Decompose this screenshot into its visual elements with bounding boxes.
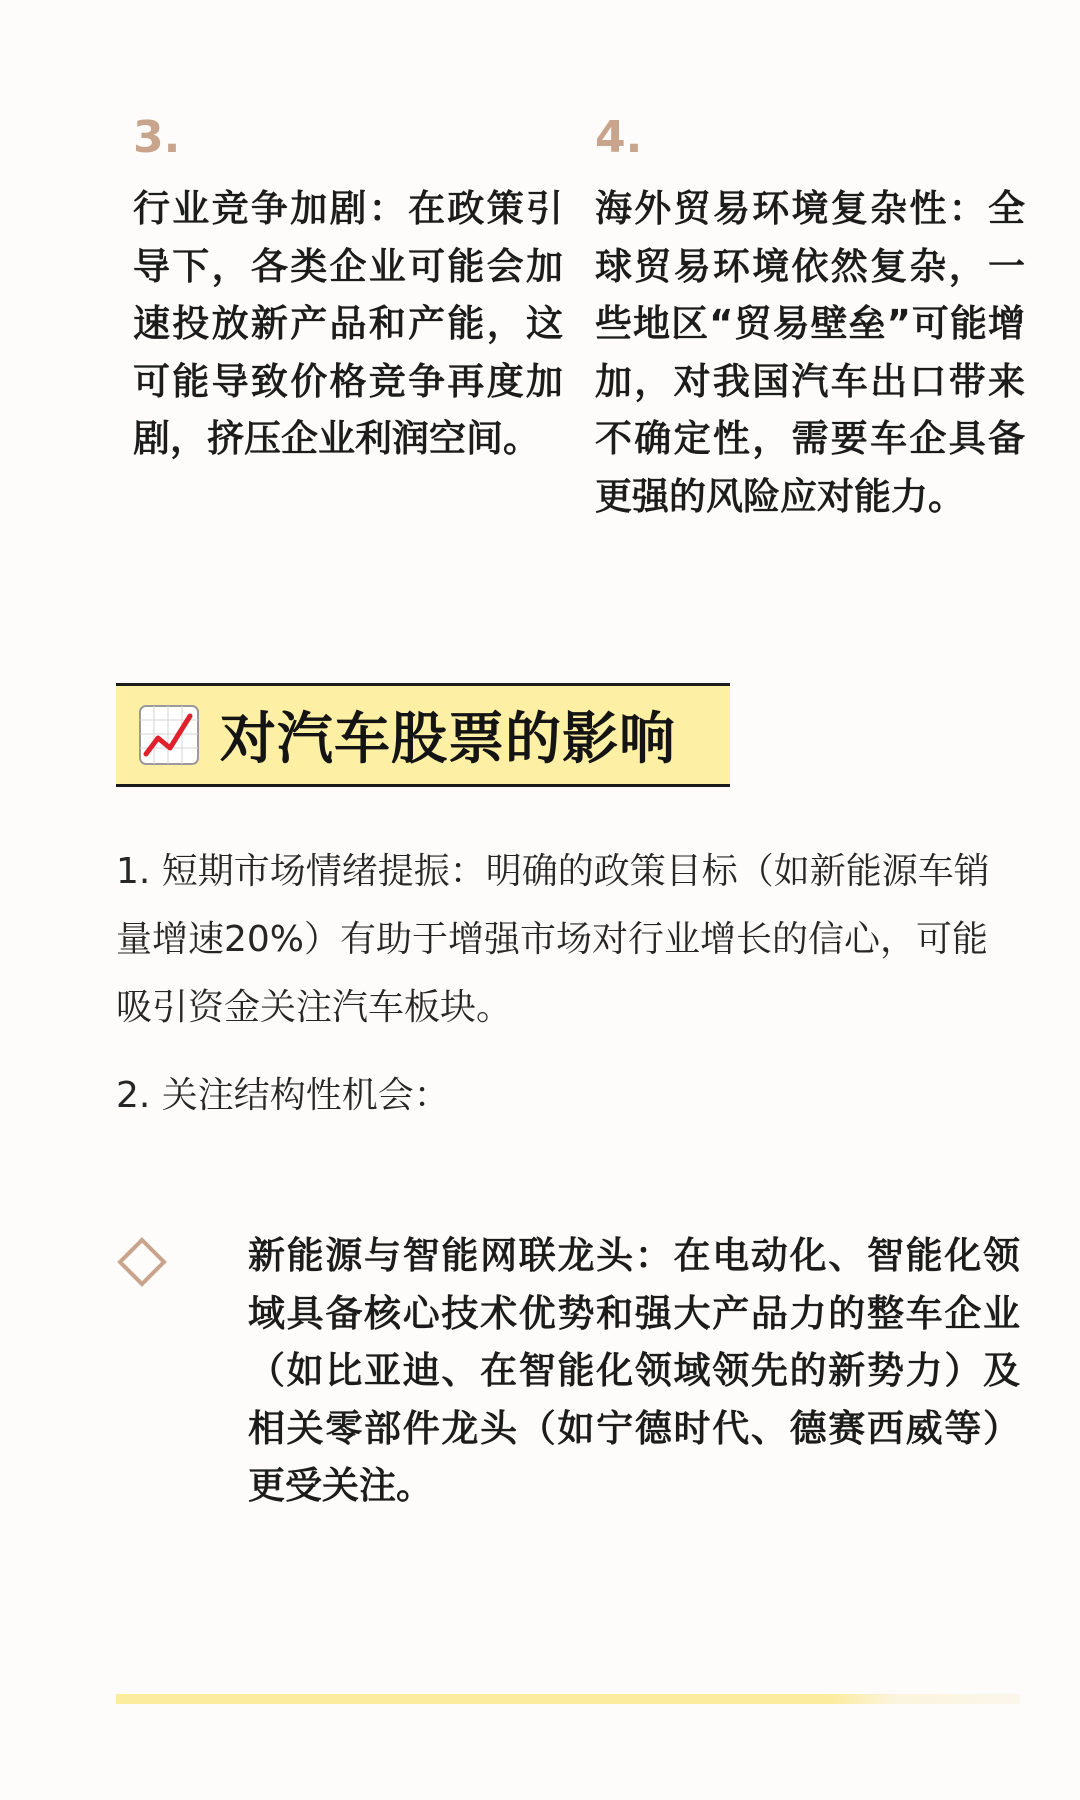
risk-text: 行业竞争加剧：在政策引导下，各类企业可能会加速投放新产品和产能，这可能导致价格竞争再度加剧，挤压企业利润空间。 [133, 187, 563, 460]
risk-number: 3. [133, 112, 181, 163]
risk-item-3 [133, 110, 563, 468]
paragraph-structural-opportunities: 2. 关注结构性机会： [116, 1075, 450, 1116]
bottom-divider-bar [116, 1694, 1020, 1704]
paragraph-market-sentiment: 1. 短期市场情绪提振：明确的政策目标（如新能源车销量增速20%）有助于增强市场对行业增长的信心，可能吸引资金关注汽车板块。 [116, 851, 990, 1028]
bullet-text: 新能源与智能网联龙头：在电动化、智能化领域具备核心技术优势和强大产品力的整车企业（如比亚迪、在智能化领域领先的新势力）及相关零部件龙头（如宁德时代、德赛西威等）更受关注。 [248, 1234, 1020, 1507]
risk-item-4 [595, 110, 1025, 525]
section-heading [116, 683, 730, 787]
chart-increasing-icon [138, 704, 200, 766]
diamond-outline-icon [117, 1237, 167, 1287]
risk-text: 海外贸易环境复杂性：全球贸易环境依然复杂，一些地区“贸易壁垒”可能增加，对我国汽车出口带来不确定性，需要车企具备更强的风险应对能力。 [595, 187, 1025, 518]
section-title: 对汽车股票的影响 [220, 707, 676, 772]
risk-number: 4. [595, 112, 643, 163]
